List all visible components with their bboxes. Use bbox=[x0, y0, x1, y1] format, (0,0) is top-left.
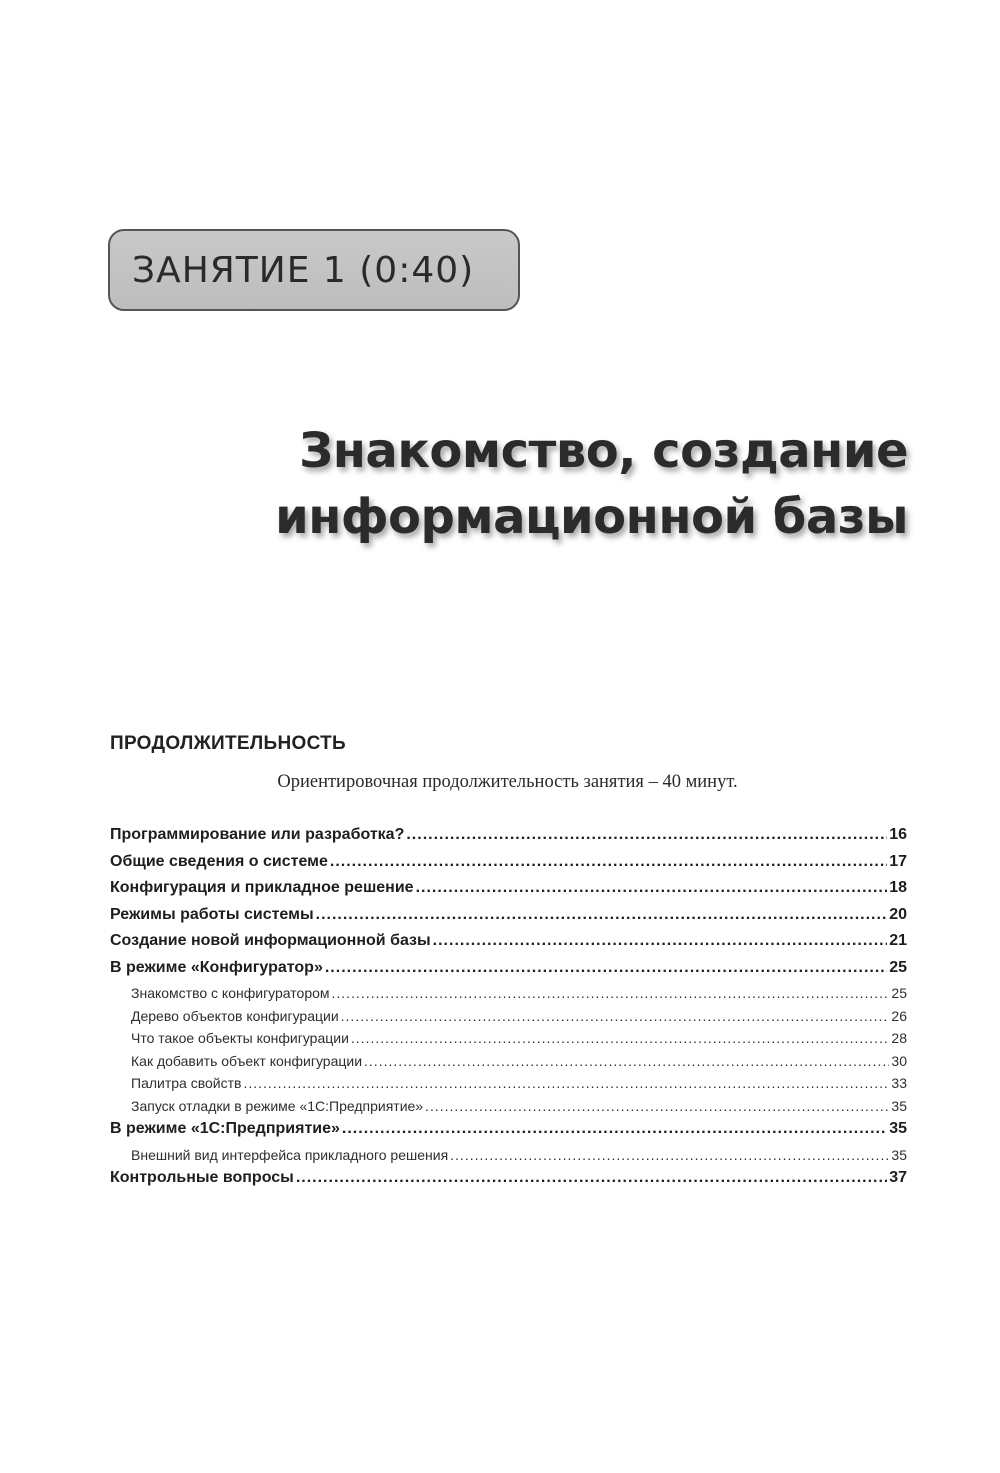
toc-entry-page: 25 bbox=[889, 958, 907, 976]
toc-dot-leader bbox=[433, 932, 888, 950]
toc-entry-title: Палитра свойств bbox=[131, 1075, 242, 1091]
toc-entry[interactable] bbox=[110, 879, 907, 906]
toc-entry-title: Дерево объектов конфигурации bbox=[131, 1007, 339, 1024]
toc-entry-title: В режиме «1С:Предприятие» bbox=[110, 1120, 340, 1137]
section-heading: ПРОДОЛЖИТЕЛЬНОСТЬ bbox=[110, 733, 346, 754]
toc-entry-page: 35 bbox=[891, 1097, 907, 1114]
toc-entry-title: Конфигурация и прикладное решение bbox=[110, 879, 414, 896]
toc-entry-page: 16 bbox=[889, 826, 907, 843]
toc-entry[interactable] bbox=[110, 826, 907, 853]
toc-entry-title: Программирование или разработка? bbox=[110, 826, 405, 843]
toc-dot-leader bbox=[316, 906, 888, 924]
toc-dot-leader bbox=[332, 985, 890, 1001]
toc-dot-leader bbox=[342, 1120, 887, 1138]
toc-entry-page: 35 bbox=[891, 1146, 907, 1163]
toc-entry[interactable] bbox=[110, 1120, 907, 1147]
toc-dot-leader bbox=[330, 853, 887, 871]
toc-dot-leader bbox=[450, 1147, 889, 1163]
toc-entry-page: 28 bbox=[891, 1030, 907, 1046]
toc-entry-title: Режимы работы системы bbox=[110, 905, 314, 923]
toc-entry-title: В режиме «Конфигуратор» bbox=[110, 958, 323, 976]
toc-dot-leader bbox=[425, 1098, 889, 1114]
toc-entry-page: 25 bbox=[891, 985, 907, 1001]
table-of-contents bbox=[110, 826, 907, 1196]
toc-entry-title: Знакомство с конфигуратором bbox=[131, 985, 330, 1001]
toc-dot-leader bbox=[243, 1075, 889, 1091]
toc-entry-title: Общие сведения о системе bbox=[110, 852, 328, 870]
duration-text: Ориентировочная продолжительность занятия – 40 минут. bbox=[277, 772, 738, 792]
toc-dot-leader bbox=[364, 1053, 889, 1069]
toc-subentry[interactable] bbox=[110, 1008, 907, 1031]
toc-subentry[interactable] bbox=[110, 1147, 907, 1170]
toc-subentry[interactable] bbox=[110, 1053, 907, 1076]
toc-entry-page: 35 bbox=[889, 1120, 907, 1137]
lesson-badge-label: ЗАНЯТИЕ 1 (0:40) bbox=[132, 249, 475, 291]
toc-entry[interactable] bbox=[110, 1169, 907, 1196]
toc-dot-leader bbox=[416, 879, 888, 897]
toc-entry-title: Что такое объекты конфигурации bbox=[131, 1030, 349, 1046]
toc-entry[interactable] bbox=[110, 932, 907, 959]
chapter-title-line-1: Знакомство, создание bbox=[299, 423, 908, 479]
toc-entry[interactable] bbox=[110, 906, 907, 933]
toc-entry-title: Контрольные вопросы bbox=[110, 1169, 294, 1186]
toc-entry-page: 18 bbox=[889, 879, 907, 896]
toc-subentry[interactable] bbox=[110, 1098, 907, 1121]
toc-subentry[interactable] bbox=[110, 985, 907, 1008]
toc-entry-page: 21 bbox=[889, 932, 907, 949]
toc-entry-page: 37 bbox=[889, 1169, 907, 1186]
toc-dot-leader bbox=[341, 1008, 890, 1024]
toc-entry-title: Создание новой информационной базы bbox=[110, 932, 431, 949]
toc-entry-page: 26 bbox=[891, 1007, 907, 1024]
toc-dot-leader bbox=[325, 959, 887, 977]
toc-entry[interactable] bbox=[110, 853, 907, 880]
toc-entry[interactable] bbox=[110, 959, 907, 986]
toc-dot-leader bbox=[351, 1030, 890, 1046]
toc-entry-page: 17 bbox=[889, 852, 907, 870]
chapter-title-line-2: информационной базы bbox=[275, 489, 908, 545]
toc-entry-title: Внешний вид интерфейса прикладного решения bbox=[131, 1146, 449, 1163]
toc-dot-leader bbox=[406, 826, 887, 844]
toc-entry-page: 30 bbox=[891, 1052, 907, 1069]
toc-dot-leader bbox=[296, 1169, 887, 1187]
lesson-badge bbox=[108, 229, 520, 311]
toc-subentry[interactable] bbox=[110, 1075, 907, 1098]
toc-entry-title: Запуск отладки в режиме «1С:Предприятие» bbox=[131, 1097, 424, 1114]
toc-subentry[interactable] bbox=[110, 1030, 907, 1053]
chapter-title bbox=[208, 418, 908, 550]
toc-entry-page: 33 bbox=[891, 1075, 907, 1091]
toc-entry-page: 20 bbox=[889, 905, 907, 923]
toc-entry-title: Как добавить объект конфигурации bbox=[131, 1052, 363, 1069]
